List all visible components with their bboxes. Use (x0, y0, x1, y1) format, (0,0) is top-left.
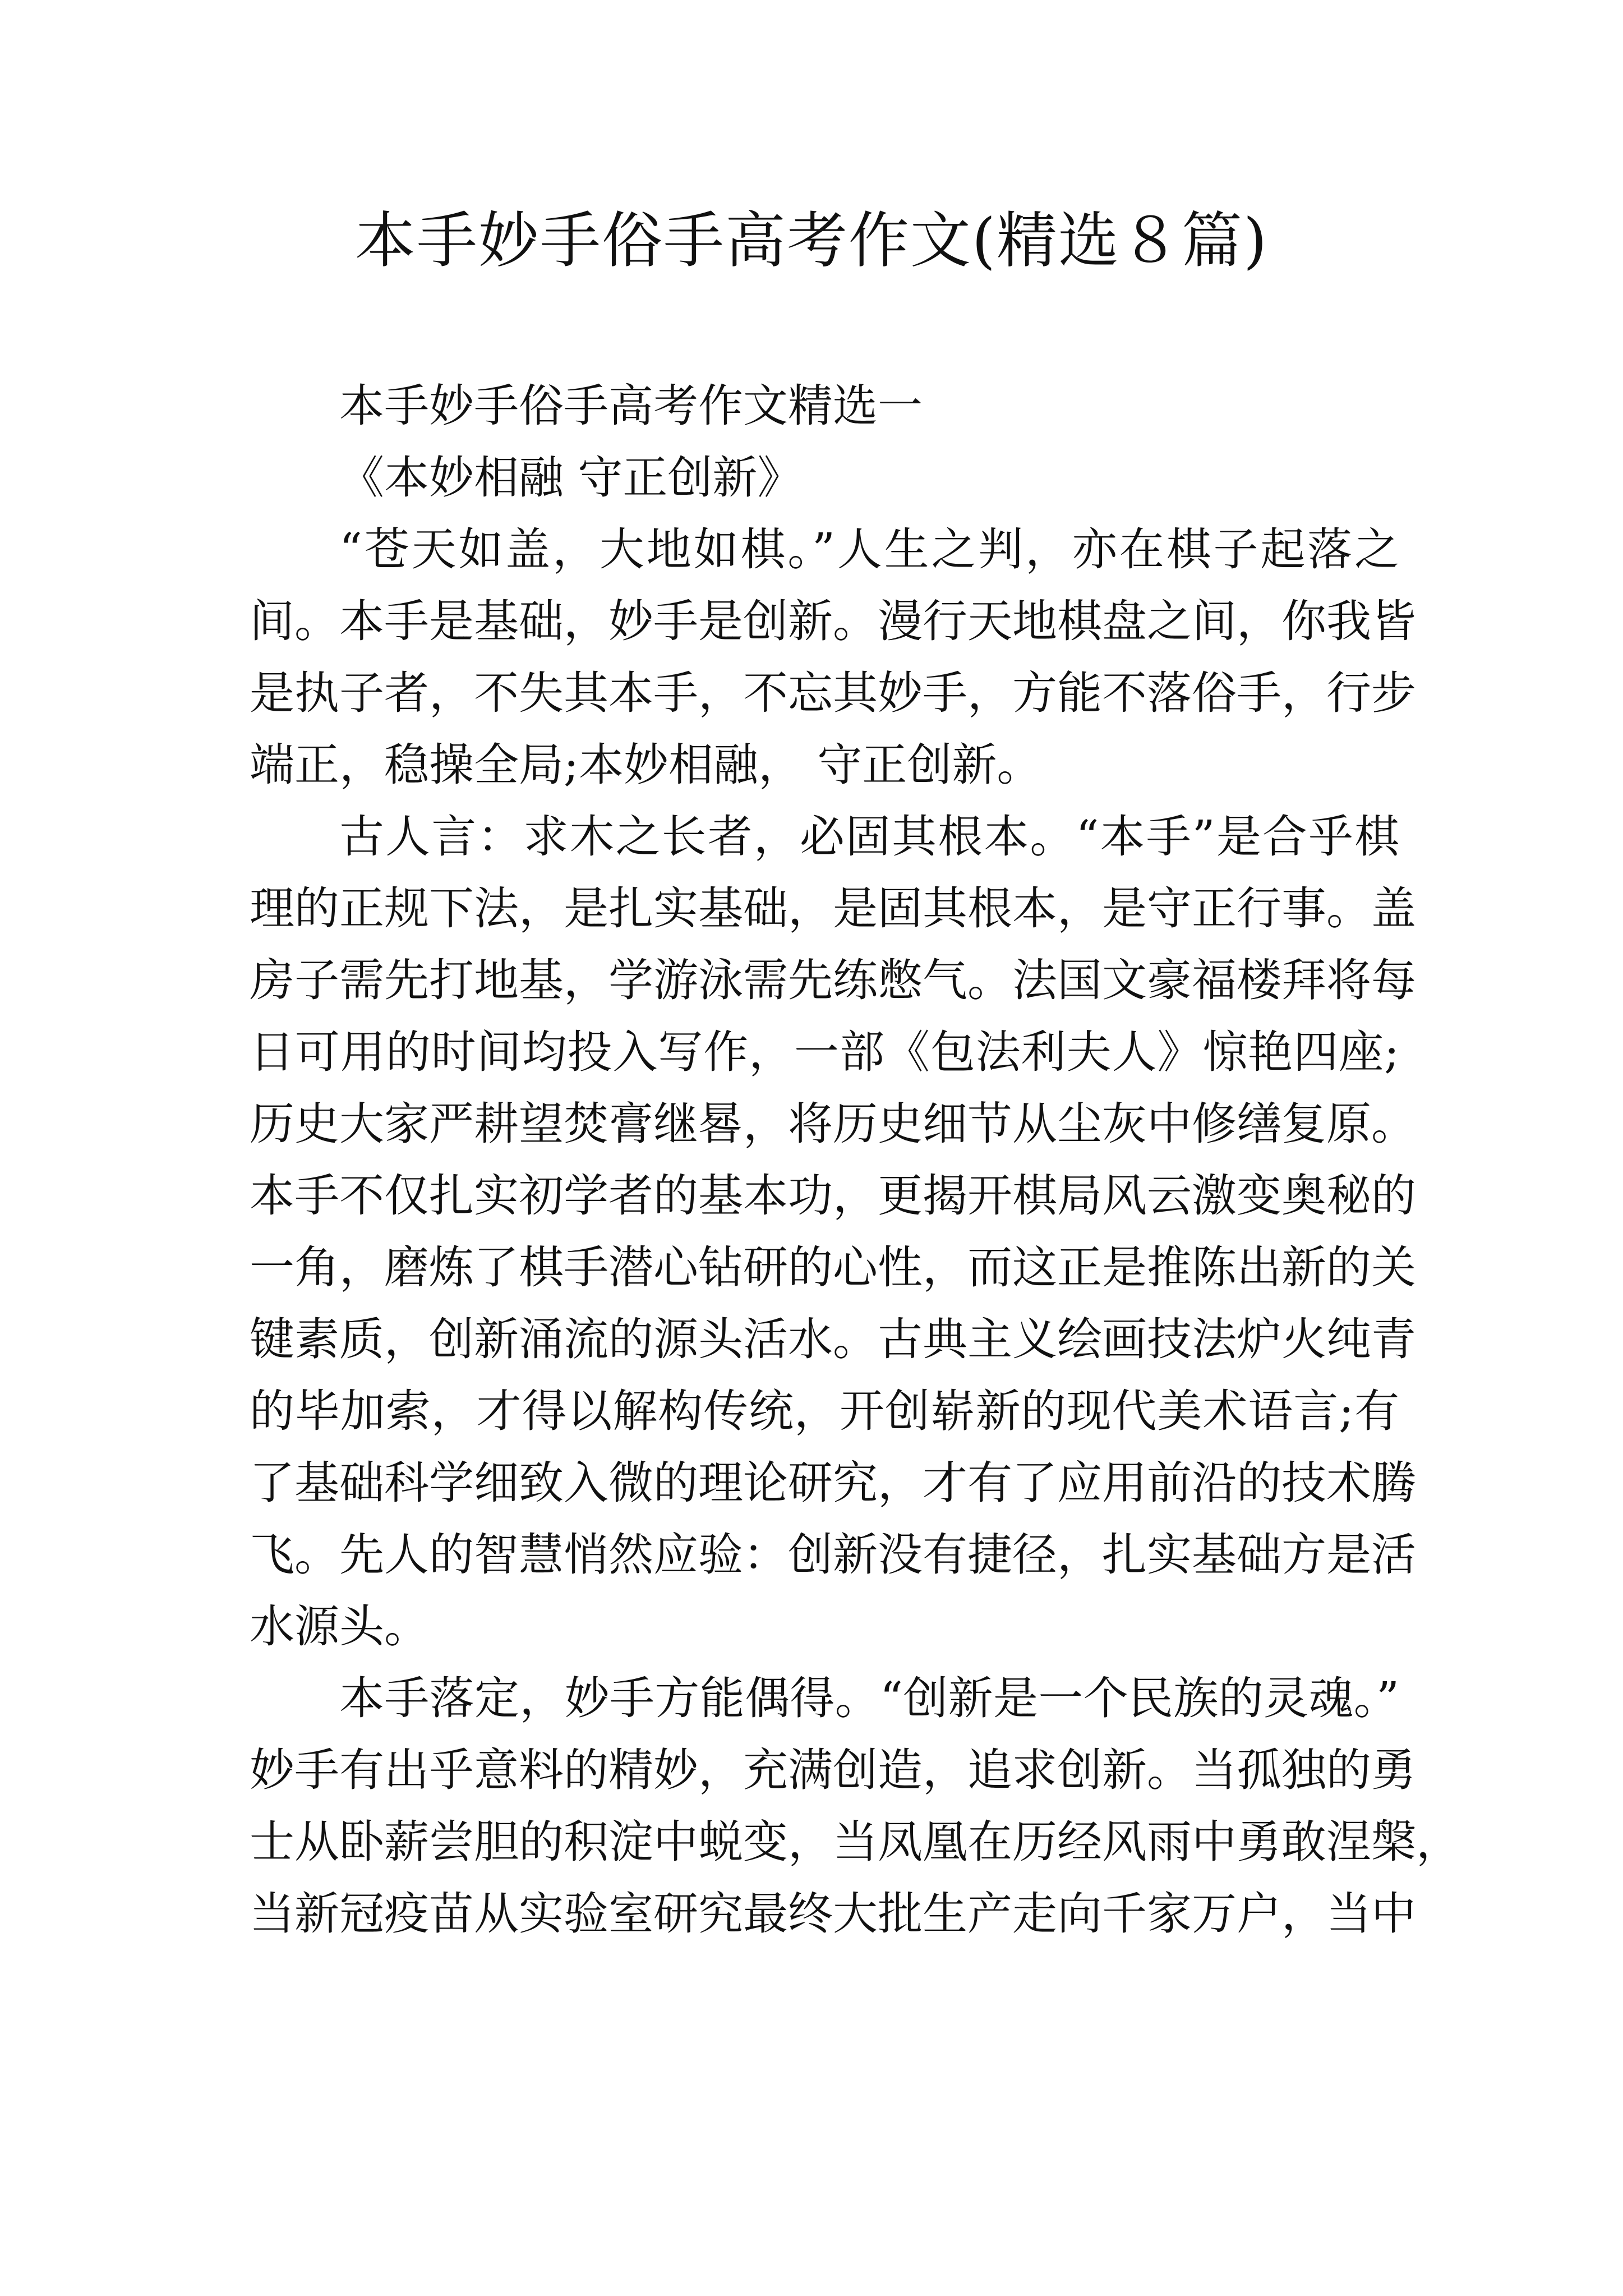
paragraph-line: 当新冠疫苗从实验室研究最终大批生产走向千家万户，当中 (250, 1888, 1416, 1940)
section-heading: 本手妙手俗手高考作文精选一 (339, 380, 923, 432)
paragraph-line: 古人言：求木之长者，必固其根本。“本手”是合乎棋 (339, 811, 1399, 863)
paragraph-line: 本手落定，妙手方能偶得。“创新是一个民族的灵魂。” (339, 1672, 1399, 1724)
paragraph-line: 了基础科学细致入微的理论研究，才有了应用前沿的技术腾 (250, 1457, 1416, 1509)
paragraph-line: 水源头。 (250, 1600, 429, 1653)
paragraph-line: 的毕加索，才得以解构传统，开创崭新的现代美术语言;有 (250, 1385, 1399, 1437)
essay-title: 《本妙相融 守正创新》 (339, 452, 803, 504)
paragraph-line: 士从卧薪尝胆的积淀中蜕变，当凤凰在历经风雨中勇敢涅槃， (250, 1816, 1461, 1868)
paragraph-line: 端正，稳操全局;本妙相融， 守正创新。 (250, 739, 1042, 791)
paragraph-line: “苍天如盖，大地如棋。”人生之判，亦在棋子起落之 (339, 523, 1399, 576)
paragraph-line: 历史大家严耕望焚膏继晷，将历史细节从尘灰中修缮复原。 (250, 1098, 1416, 1150)
paragraph-line: 一角，磨炼了棋手潜心钻研的心性，而这正是推陈出新的关 (250, 1241, 1416, 1294)
paragraph-line: 妙手有出乎意料的精妙，充满创造，追求创新。当孤独的勇 (250, 1744, 1416, 1796)
paragraph-line: 飞。先人的智慧悄然应验：创新没有捷径，扎实基础方是活 (250, 1529, 1416, 1581)
document-title: 本手妙手俗手高考作文(精选８篇) (354, 206, 1269, 276)
paragraph-line: 是执子者，不失其本手，不忘其妙手，方能不落俗手，行步 (250, 667, 1416, 719)
paragraph-line: 日可用的时间均投入写作，一部《包法利夫人》惊艳四座; (250, 1026, 1399, 1078)
paragraph-line: 房子需先打地基，学游泳需先练憋气。法国文豪福楼拜将每 (250, 954, 1416, 1006)
paragraph-line: 理的正规下法，是扎实基础，是固其根本，是守正行事。盖 (250, 882, 1416, 935)
paragraph-line: 键素质，创新涌流的源头活水。古典主义绘画技法炉火纯青 (250, 1313, 1416, 1365)
paragraph-line: 本手不仅扎实初学者的基本功，更揭开棋局风云激变奥秘的 (250, 1170, 1416, 1222)
paragraph-line: 间。本手是基础，妙手是创新。漫行天地棋盘之间，你我皆 (250, 595, 1416, 647)
